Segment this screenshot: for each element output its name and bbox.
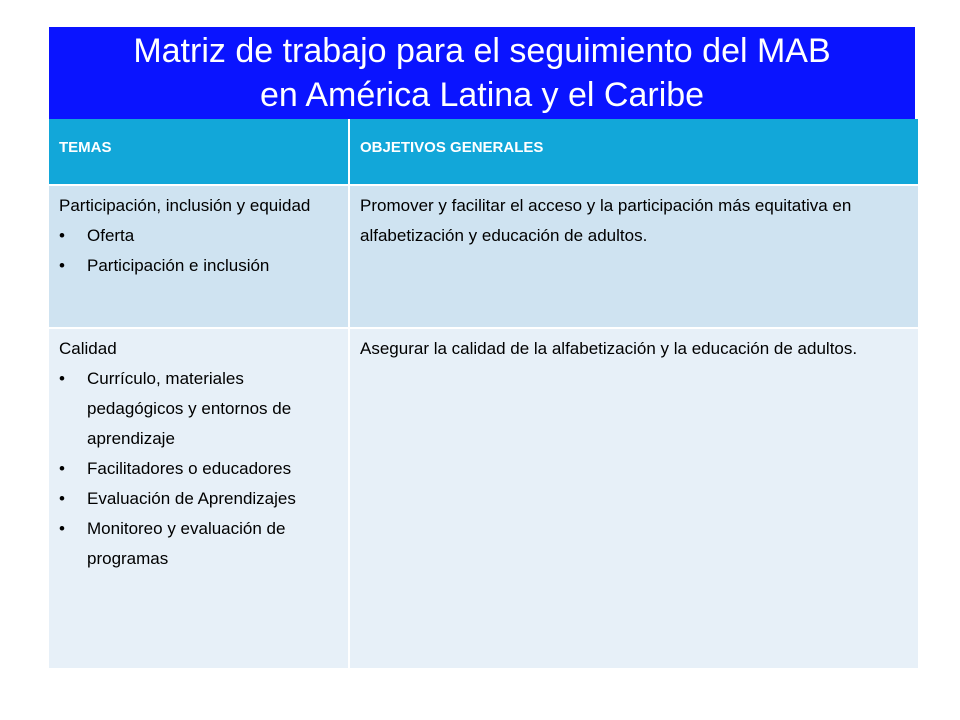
bullet-icon: • bbox=[59, 489, 65, 508]
list-item-text: Oferta bbox=[87, 226, 135, 245]
matrix-table bbox=[49, 119, 920, 670]
tema-subitems bbox=[59, 221, 338, 281]
bullet-icon: • bbox=[59, 459, 65, 478]
list-item-text: Monitoreo y evaluación de programas bbox=[87, 519, 286, 568]
list-item bbox=[59, 251, 338, 281]
tema-cell bbox=[49, 328, 349, 669]
list-item bbox=[59, 484, 338, 514]
header-temas: TEMAS bbox=[49, 119, 349, 185]
list-item-text: Evaluación de Aprendizajes bbox=[87, 489, 296, 508]
bullet-icon: • bbox=[59, 369, 65, 388]
list-item bbox=[59, 454, 338, 484]
list-item bbox=[59, 364, 338, 454]
table-row bbox=[49, 185, 919, 328]
slide-title-line-2: en América Latina y el Caribe bbox=[259, 76, 705, 114]
tema-cell bbox=[49, 185, 349, 328]
bullet-icon: • bbox=[59, 256, 65, 275]
tema-title: Participación, inclusión y equidad bbox=[59, 196, 311, 215]
list-item bbox=[59, 221, 338, 251]
list-item-text: Facilitadores o educadores bbox=[87, 459, 292, 478]
header-objetivos-generales: OBJETIVOS GENERALES bbox=[349, 119, 919, 185]
tema-title: Calidad bbox=[59, 339, 117, 358]
list-item-text: Currículo, materiales pedagógicos y entornos de aprendizaje bbox=[87, 369, 292, 448]
table-header-row bbox=[49, 119, 919, 185]
list-item-text: Participación e inclusión bbox=[87, 256, 270, 275]
tema-subitems bbox=[59, 364, 338, 574]
slide-title-line-1: Matriz de trabajo para el seguimiento del MAB bbox=[133, 32, 831, 70]
slide-title bbox=[49, 27, 915, 119]
bullet-icon: • bbox=[59, 226, 65, 245]
table-row bbox=[49, 328, 919, 669]
list-item bbox=[59, 514, 338, 574]
objetivo-cell: Asegurar la calidad de la alfabetización y la educación de adultos. bbox=[349, 328, 919, 669]
bullet-icon: • bbox=[59, 519, 65, 538]
objetivo-cell: Promover y facilitar el acceso y la participación más equitativa en alfabetización y educación de adultos. bbox=[349, 185, 919, 328]
